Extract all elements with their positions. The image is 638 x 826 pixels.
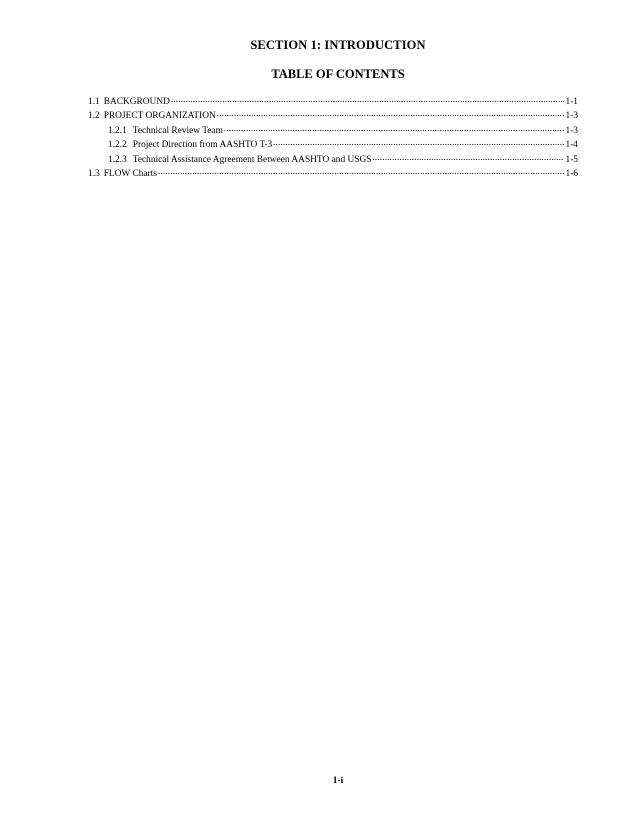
toc-entry-page: 1-5 [565, 154, 578, 165]
toc-entry-number: 1.2.3 [108, 154, 127, 165]
toc-entry-page: 1-4 [565, 140, 578, 151]
toc-entry-page: 1-3 [565, 111, 578, 122]
toc-entry-technical-review-team[interactable] [88, 123, 578, 137]
toc-entry-number: 1.3 [88, 169, 100, 180]
toc-entry-page: 1-6 [565, 169, 578, 180]
toc-dot-leader [158, 166, 564, 176]
toc-dot-leader [224, 123, 564, 133]
toc-dot-leader [273, 137, 563, 147]
toc-entry-title: Technical Assistance Agreement Between AASHTO and USGS [132, 154, 372, 165]
toc-entry-number: 1.2.1 [108, 125, 127, 136]
toc-dot-leader [171, 94, 564, 104]
toc-entry-flow-charts[interactable] [88, 166, 578, 180]
toc-entry-number: 1.2.2 [108, 140, 127, 151]
toc-entry-technical-assistance-agreement[interactable] [88, 152, 578, 166]
toc-entry-page: 1-1 [565, 97, 578, 107]
toc-dot-leader [372, 152, 563, 162]
toc-entry-project-direction[interactable] [88, 137, 578, 151]
toc-entry-title: FLOW Charts [103, 169, 157, 180]
toc-entry-number: 1.1 [88, 97, 100, 107]
toc-entry-project-organization[interactable] [88, 108, 578, 122]
table-of-contents [88, 94, 578, 180]
toc-entry-background[interactable] [88, 94, 578, 108]
section-title: SECTION 1: INTRODUCTION [250, 38, 426, 52]
toc-entry-title: Project Direction from AASHTO T-3 [132, 140, 273, 151]
toc-title: TABLE OF CONTENTS [271, 67, 405, 81]
toc-entry-title: PROJECT ORGANIZATION [103, 111, 216, 122]
toc-entry-title: BACKGROUND [103, 97, 170, 107]
toc-dot-leader [217, 108, 564, 118]
toc-entry-number: 1.2 [88, 111, 100, 122]
toc-entry-page: 1-3 [565, 125, 578, 136]
page-number: 1-i [332, 776, 344, 786]
toc-entry-title: Technical Review Team [132, 125, 223, 136]
